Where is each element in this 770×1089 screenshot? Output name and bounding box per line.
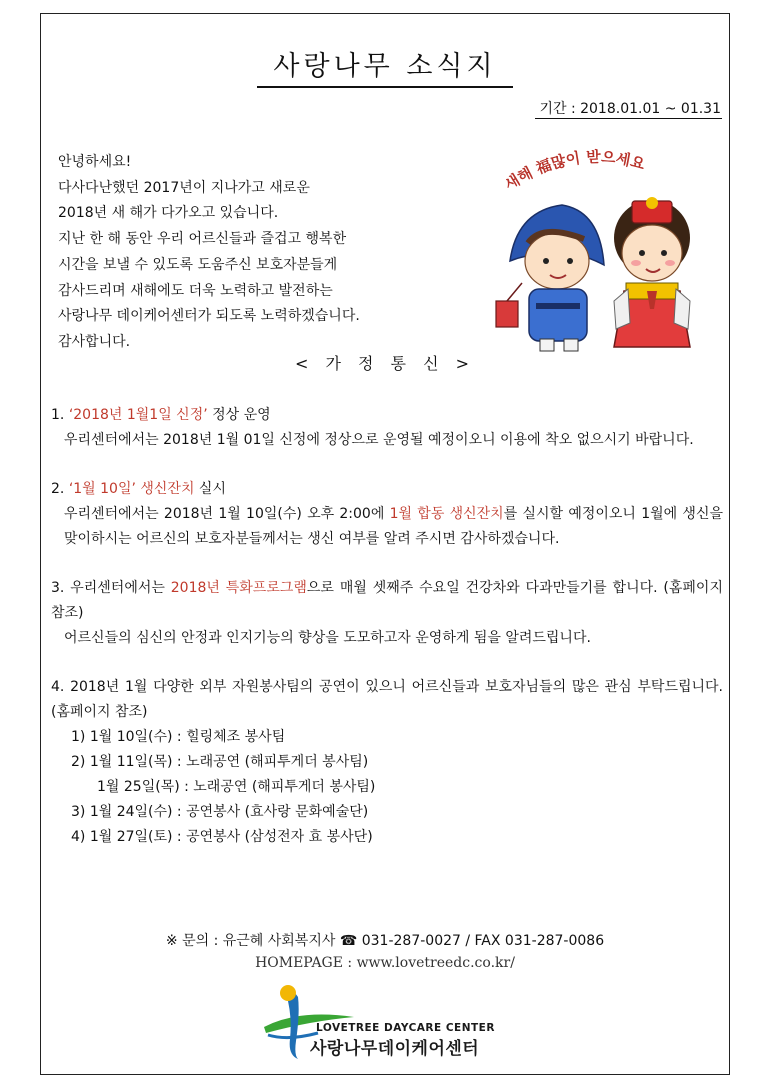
notice-item-body: 우리센터에서는 2018년 1월 01일 신정에 정상으로 운영될 예정이오니 이용에 착오 없으시기 바랍니다. — [64, 432, 694, 448]
schedule-item: 1월 25일(목) : 노래공연 (해피투게더 봉사팀) — [97, 779, 376, 795]
notice-body — [51, 403, 723, 874]
notice-item-title: 3. 우리센터에서는 2018년 특화프로그램으로 매월 셋째주 수요일 건강차와 다과만들기를 합니다. (홈페이지 참조) — [51, 580, 723, 621]
notice-item-title: 2. ‘1월 10일’ 생신잔치 실시 — [51, 481, 226, 497]
schedule-item: 3) 1월 24일(수) : 공연봉사 (효사랑 문화예술단) — [71, 804, 369, 820]
schedule-item: 1) 1월 10일(수) : 힐링체조 봉사팀 — [71, 729, 286, 745]
section-title: < 가 정 통 신 > — [294, 354, 476, 373]
notice-item-2 — [51, 477, 723, 552]
greeting-line: 2018년 새 해가 다가오고 있습니다. — [58, 205, 279, 222]
notice-item-body: 어르신들의 심신의 안정과 인지기능의 향상을 도모하고자 운영하게 됨을 알려드립니다. — [64, 630, 591, 646]
new-year-children-illustration — [482, 133, 712, 363]
greeting-line: 다사다난했던 2017년이 지나가고 새로운 — [58, 179, 310, 196]
notice-item-title: 4. 2018년 1월 다양한 외부 자원봉사팀의 공연이 있으니 어르신들과 보호자님들의 많은 관심 부탁드립니다. (홈페이지 참조) — [51, 679, 723, 720]
notice-item-3 — [51, 576, 723, 651]
notice-item-4 — [51, 675, 723, 850]
period-label: 기간 : 2018.01.01 ~ 01.31 — [535, 98, 722, 118]
contact-info: ※ 문의 : 유근혜 사회복지사 ☎ 031-287-0027 / FAX 031-287-0086 — [165, 933, 605, 949]
phone-icon: ☎ — [339, 933, 358, 949]
greeting-line: 감사드리며 새해에도 더욱 노력하고 발전하는 — [58, 282, 333, 299]
notice-item-body: 우리센터에서는 2018년 1월 10일(수) 오후 2:00에 1월 합동 생신잔치를 실시할 예정이오니 1월에 생신을 맞이하시는 어르신의 보호자분들께서는 생신 여부를 알려 주시면 감사하겠습니다. — [64, 506, 724, 547]
schedule-item: 2) 1월 11일(목) : 노래공연 (해피투게더 봉사팀) — [71, 754, 369, 770]
greeting-line: 감사합니다. — [58, 333, 131, 350]
illustration-caption: 새해 福많이 받으세요 — [501, 147, 648, 194]
notice-item-title: 1. ‘2018년 1월1일 신정’ 정상 운영 — [51, 407, 271, 423]
svg-text:새해 福많이 받으세요 — [501, 148, 647, 194]
homepage-link[interactable]: HOMEPAGE : www.lovetreedc.co.kr/ — [255, 955, 515, 971]
newsletter-title: 사랑나무 소식지 — [0, 44, 770, 88]
notice-item-1 — [51, 403, 723, 453]
greeting-line: 시간을 보낼 수 있도록 도움주신 보호자분들게 — [58, 256, 338, 273]
logo-english-text: LOVETREE DAYCARE CENTER — [316, 1022, 495, 1034]
greeting-line: 사랑나무 데이케어센터가 되도록 노력하겠습니다. — [58, 308, 360, 325]
logo-korean-text: 사랑나무데이케어센터 — [310, 1039, 480, 1059]
schedule-item: 4) 1월 27일(토) : 공연봉사 (삼성전자 효 봉사단) — [71, 829, 373, 845]
greeting-line: 안녕하세요! — [58, 154, 132, 170]
greeting-line: 지난 한 해 동안 우리 어르신들과 즐겁고 행복한 — [58, 231, 347, 248]
greeting-text — [58, 150, 360, 356]
